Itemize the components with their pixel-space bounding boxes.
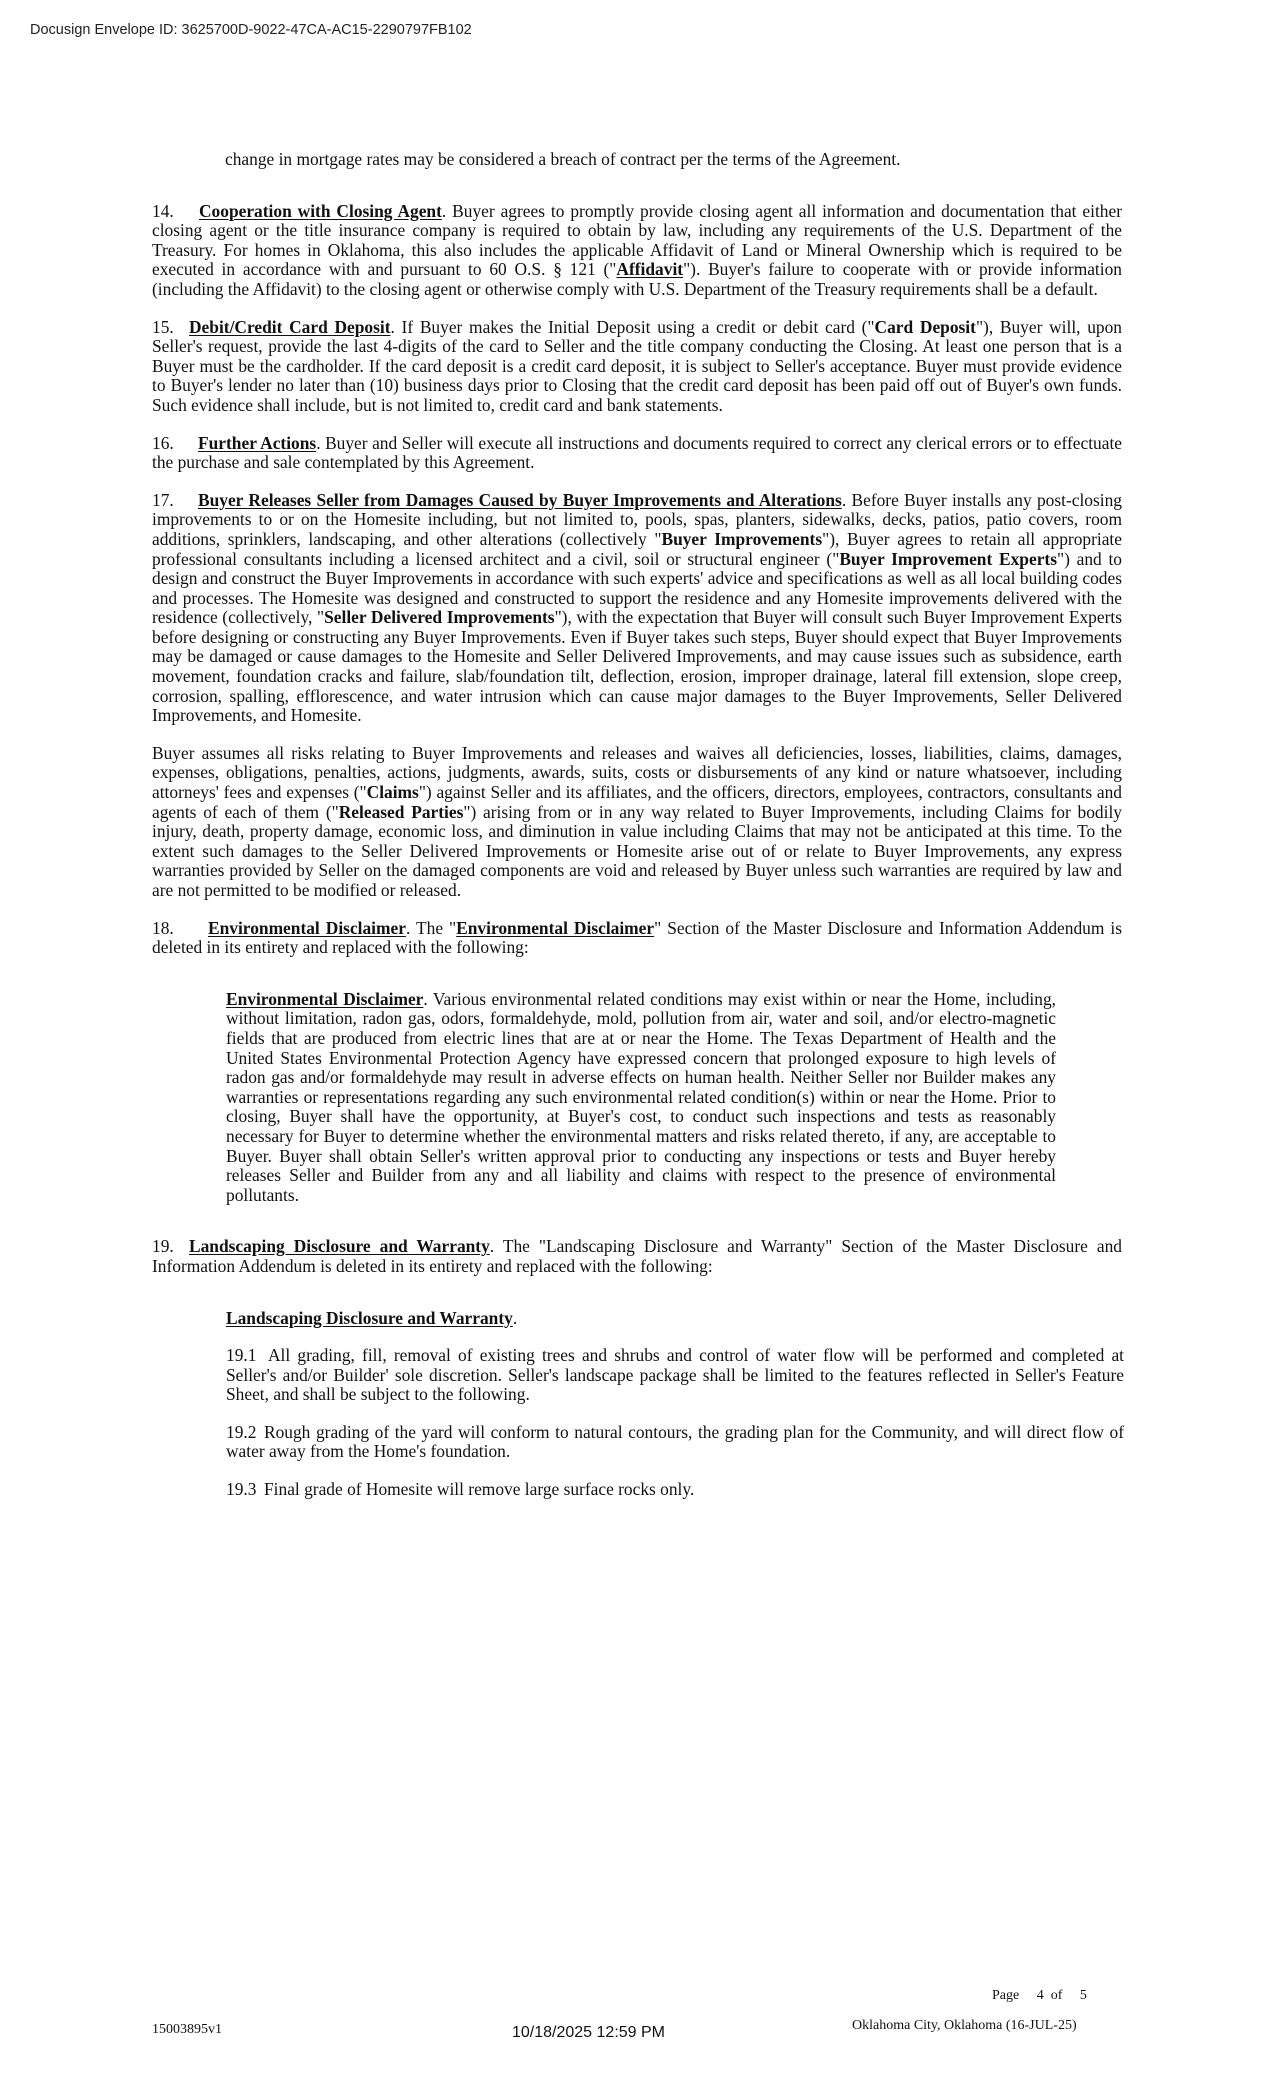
defined-term: Claims	[366, 782, 419, 803]
section-15	[152, 318, 1122, 416]
section-title: Landscaping Disclosure and Warranty	[189, 1236, 490, 1257]
section-text: ") against Seller and its affiliates, and the officers, directors, employees, contractors, consultants and agents of each of them ("	[152, 782, 1122, 822]
section-text: "), Buyer will, upon Seller's request, provide the last 4-digits of the card to Seller and the title company conducting the Closing. At least one person that is a Buyer must be the cardholder. If the card deposit is a credit card deposit, it is subject to Seller's acceptance. Buyer must provide evidence to Buyer's lender no later than (10) business days prior to Closing that the credit card deposit has been paid off out of Buyer's own funds. Such evidence shall include, but is not limited to, credit card and bank statements.	[152, 316, 1122, 415]
section-number: 18.	[152, 917, 174, 938]
section-text: " Section of the Master Disclosure and Information Addendum is deleted in its entirety and replaced with the following:	[152, 917, 1122, 958]
subsection-19-1	[226, 1346, 1124, 1405]
section-number: 16.	[152, 432, 174, 453]
page-label: Page	[992, 1988, 1020, 2003]
section-text: Buyer assumes all risks relating to Buyer Improvements and releases and waives all deficiencies, losses, liabilities, claims, damages, expenses, obligations, penalties, actions, judgments, awards, suits, costs or disbursements of any kind or nature whatsoever, including attorneys' fees and expenses ("	[152, 742, 1122, 803]
section-text: . Buyer and Seller will execute all instructions and documents required to correct any clerical errors or to effectuate the purchase and sale contemplated by this Agreement.	[152, 432, 1122, 473]
page-total: 5	[1079, 1988, 1087, 2003]
location-version: Oklahoma City, Oklahoma (16-JUL-25)	[852, 2018, 1077, 2033]
section-title: Buyer Releases Seller from Damages Caused by Buyer Improvements and Alterations	[198, 489, 842, 510]
subsection-number: 19.1	[226, 1345, 257, 1366]
defined-term: Released Parties	[338, 801, 464, 822]
page-current: 4	[1036, 1988, 1044, 2003]
envelope-id: Docusign Envelope ID: 3625700D-9022-47CA-AC15-2290797FB102	[30, 22, 472, 38]
section-18	[152, 919, 1122, 958]
section-16	[152, 434, 1122, 473]
section-number: 17.	[152, 489, 174, 510]
section-text: "), Buyer agrees to retain all appropriate professional consultants including a licensed architect and a civil, soil or structural engineer ("	[152, 528, 1122, 569]
defined-term: Seller Delivered Improvements	[324, 607, 555, 628]
defined-term: Buyer Improvement Experts	[839, 548, 1057, 569]
section-text: ") and to design and construct the Buyer Improvements in accordance with such experts' advice and specifications as well as all local building codes and processes. The Homesite was designed and constructed to support the residence and any Homesite improvements delivered with the residence (collectively, "	[152, 548, 1123, 628]
defined-term: Environmental Disclaimer	[456, 917, 655, 938]
section-number: 14.	[152, 200, 174, 221]
section-title: Cooperation with Closing Agent	[199, 200, 442, 221]
landscaping-block-title	[226, 1309, 1124, 1329]
subsection-number: 19.3	[226, 1479, 257, 1500]
section-text: . The "	[405, 917, 457, 938]
timestamp: 10/18/2025 12:59 PM	[512, 2024, 666, 2041]
section-number: 15.	[152, 316, 174, 337]
subsection-text: Rough grading of the yard will conform to natural contours, the grading plan for the Community, and will direct flow of water away from the Home's foundation.	[226, 1421, 1124, 1462]
defined-term: Buyer Improvements	[661, 528, 823, 549]
section-title: Debit/Credit Card Deposit	[189, 316, 391, 337]
section-text: "). Buyer's failure to cooperate with or provide information (including the Affidavit) to the closing agent or otherwise comply with U.S. Department of the Treasury requirements shall be a default.	[152, 259, 1122, 299]
section-17-paragraph-2	[152, 744, 1122, 901]
section-number: 19.	[152, 1236, 174, 1257]
subsection-19-2	[226, 1423, 1124, 1462]
section-text: . The "Landscaping Disclosure and Warranty" Section of the Master Disclosure and Information Addendum is deleted in its entirety and replaced with the following:	[152, 1236, 1122, 1276]
block-title: Landscaping Disclosure and Warranty	[226, 1307, 513, 1328]
section-text: "), with the expectation that Buyer will consult such Buyer Improvement Experts before designing or constructing any Buyer Improvements. Even if Buyer takes such steps, Buyer should expect that Buyer Improvements may be damaged or cause damages to the Homesite and Seller Delivered Improvements, and may cause issues such as subsidence, earth movement, foundation cracks and failure, slab/foundation tilt, deflection, erosion, improper drainage, lateral fill extension, slope creep, corrosion, spalling, efflorescence, and water intrusion which can cause major damages to the Buyer Improvements, Seller Delivered Improvements, and Homesite.	[152, 607, 1122, 726]
subsection-19-3	[226, 1480, 1124, 1500]
page-of: of	[1050, 1988, 1063, 2003]
section-text: . Buyer agrees to promptly provide closing agent all information and documentation that either closing agent or the title insurance company is required to obtain by law, including any requirements of the U.S. Department of the Treasury. For homes in Oklahoma, this also includes the applicable Affidavit of Land or Mineral Ownership which is required to be executed in accordance with and pursuant to 60 O.S. § 121 ("	[152, 200, 1123, 280]
section-title: Further Actions	[198, 432, 317, 453]
section-text: ") arising from or in any way related to Buyer Improvements, including Claims for bodily injury, death, property damage, economic loss, and diminution in value including Claims that may not be anticipated at this time. To the extent such damages to the Seller Delivered Improvements or Homesite arise out of or relate to Buyer Improvements, any express warranties provided by Seller on the damaged components are void and released by Buyer unless such warranties are required by law and are not permitted to be modified or released.	[152, 801, 1122, 900]
section-17	[152, 491, 1122, 726]
section-text: . If Buyer makes the Initial Deposit using a credit or debit card ("	[390, 316, 875, 337]
block-text: . Various environmental related conditions may exist within or near the Home, including, without limitation, radon gas, odors, formaldehyde, mold, pollution from air, water and soil, and/or electro-magnetic fields that are produced from electric lines that are at or near the Home. The Texas Department of Health and the United States Environmental Protection Agency have expressed concern that prolonged exposure to high levels of radon gas and/or formaldehyde may result in adverse effects on human health. Neither Seller nor Builder makes any warranties or representations regarding any such environmental related condition(s) within or near the Home. Prior to closing, Buyer shall have the opportunity, at Buyer's cost, to conduct such inspections and tests as reasonably necessary for Buyer to determine whether the environmental matters and risks related thereto, if any, are acceptable to Buyer. Buyer shall obtain Seller's written approval prior to conducting any inspections or tests and Buyer hereby releases Seller and Builder from any and all liability and claims with respect to the presence of environmental pollutants.	[226, 988, 1056, 1205]
document-body	[152, 150, 1122, 1500]
page-number	[992, 1988, 1087, 2004]
defined-term: Affidavit	[616, 259, 684, 280]
subsection-text: Final grade of Homesite will remove large surface rocks only.	[264, 1479, 695, 1500]
subsection-number: 19.2	[226, 1421, 257, 1442]
defined-term: Card Deposit	[874, 316, 976, 337]
section-title: Environmental Disclaimer	[208, 917, 406, 938]
block-title: Environmental Disclaimer	[226, 988, 424, 1009]
section-19	[152, 1237, 1122, 1276]
period: .	[512, 1307, 518, 1328]
section-14	[152, 202, 1122, 300]
subsection-text: All grading, fill, removal of existing trees and shrubs and control of water flow will be performed and completed at Seller's and/or Builder' sole discretion. Seller's landscape package shall be limited to the features reflected in Seller's Feature Sheet, and shall be subject to the following.	[226, 1345, 1124, 1405]
continuation-text: change in mortgage rates may be considered a breach of contract per the terms of the Agreement.	[225, 149, 901, 169]
document-id: 15003895v1	[152, 2022, 222, 2037]
environmental-disclaimer-block	[226, 990, 1056, 1206]
section-text: . Before Buyer installs any post-closing improvements to or on the Homesite including, but not limited to, pools, spas, planters, sidewalks, decks, patios, patio covers, room additions, sprinklers, landscaping, and other alterations (collectively "	[152, 489, 1122, 549]
